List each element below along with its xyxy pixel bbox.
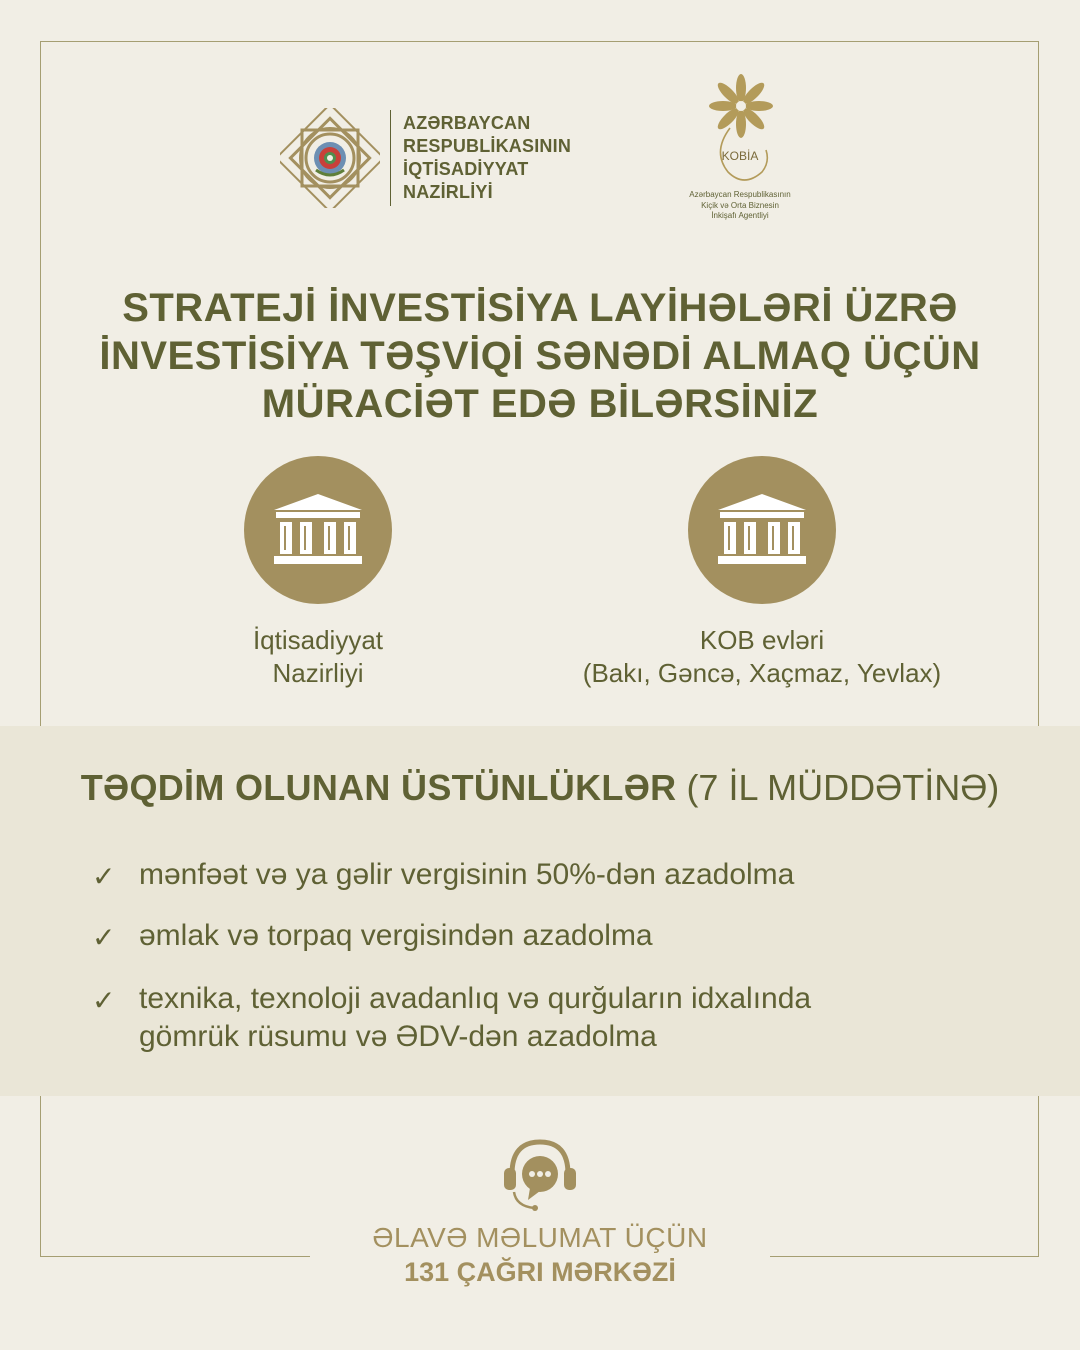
- logo-divider: [390, 110, 391, 206]
- place-label-line: KOB evləri: [699, 625, 825, 655]
- place-label-kob-houses: [552, 624, 972, 690]
- benefit-text: [139, 856, 989, 894]
- headline: [40, 284, 1040, 428]
- ministry-name: [403, 112, 603, 204]
- benefits-heading: [40, 766, 1040, 810]
- headset-chat-icon: [498, 1134, 582, 1214]
- kobia-caption-line: İnkişafı Agentliyi: [711, 211, 769, 220]
- benefit-text: [139, 980, 989, 1056]
- ministry-name-line: İQTİSADİYYAT: [403, 159, 529, 179]
- kobia-caption-line: Azərbaycan Respublikasının: [689, 190, 791, 199]
- checkmark-icon: ✓: [92, 922, 116, 953]
- place-label-line: Nazirliyi: [272, 658, 364, 688]
- ministry-emblem-icon: [280, 108, 380, 208]
- kobia-mark-text: KOBİA: [721, 149, 759, 163]
- benefit-text-line: texnika, texnoloji avadanlıq və qurğuların idxalında: [139, 982, 812, 1015]
- headline-line: İNVESTİSİYA TƏŞVİQİ SƏNƏDİ ALMAQ ÜÇÜN: [99, 334, 981, 378]
- government-building-icon: [688, 456, 836, 604]
- benefit-text: [139, 917, 989, 955]
- headline-line: MÜRACİƏT EDƏ BİLƏRSİNİZ: [261, 382, 819, 426]
- headline-line: STRATEJİ İNVESTİSİYA LAYİHƏLƏRİ ÜZRƏ: [122, 286, 958, 330]
- place-label-ministry: [108, 624, 528, 690]
- benefits-heading-strong: TƏQDİM OLUNAN ÜSTÜNLÜKLƏR: [80, 767, 677, 808]
- call-center-label: 131 ÇAĞRI MƏRKƏZİ: [404, 1257, 676, 1287]
- ministry-name-line: RESPUBLİKASININ: [403, 136, 572, 156]
- checkmark-icon: ✓: [92, 985, 116, 1016]
- frame-border-top: [40, 41, 1039, 42]
- benefit-text-line: mənfəət və ya gəlir vergisinin 50%-dən azadolma: [139, 858, 795, 891]
- frame-border-bottom-right: [770, 1256, 1039, 1257]
- kobia-caption-line: Kiçik və Orta Biznesin: [701, 200, 779, 210]
- ministry-name-line: AZƏRBAYCAN: [403, 113, 531, 133]
- kobia-caption: [660, 190, 820, 222]
- benefit-text-line: əmlak və torpaq vergisindən azadolma: [139, 919, 653, 952]
- government-building-icon: [244, 456, 392, 604]
- kobia-flower-logo-icon: [700, 72, 782, 192]
- checkmark-icon: ✓: [92, 861, 116, 892]
- frame-border-bottom-left: [40, 1256, 310, 1257]
- place-label-line: (Bakı, Gəncə, Xaçmaz, Yevlax): [582, 658, 942, 688]
- benefit-text-line: gömrük rüsumu və ƏDV-dən azadolma: [139, 1020, 657, 1053]
- benefits-heading-duration: (7 İL MÜDDƏTİNƏ): [676, 767, 1000, 808]
- ministry-name-line: NAZİRLİYİ: [403, 182, 493, 202]
- place-label-line: İqtisadiyyat: [252, 625, 384, 655]
- footer-info-label: ƏLAVƏ MƏLUMAT ÜÇÜN: [372, 1222, 708, 1253]
